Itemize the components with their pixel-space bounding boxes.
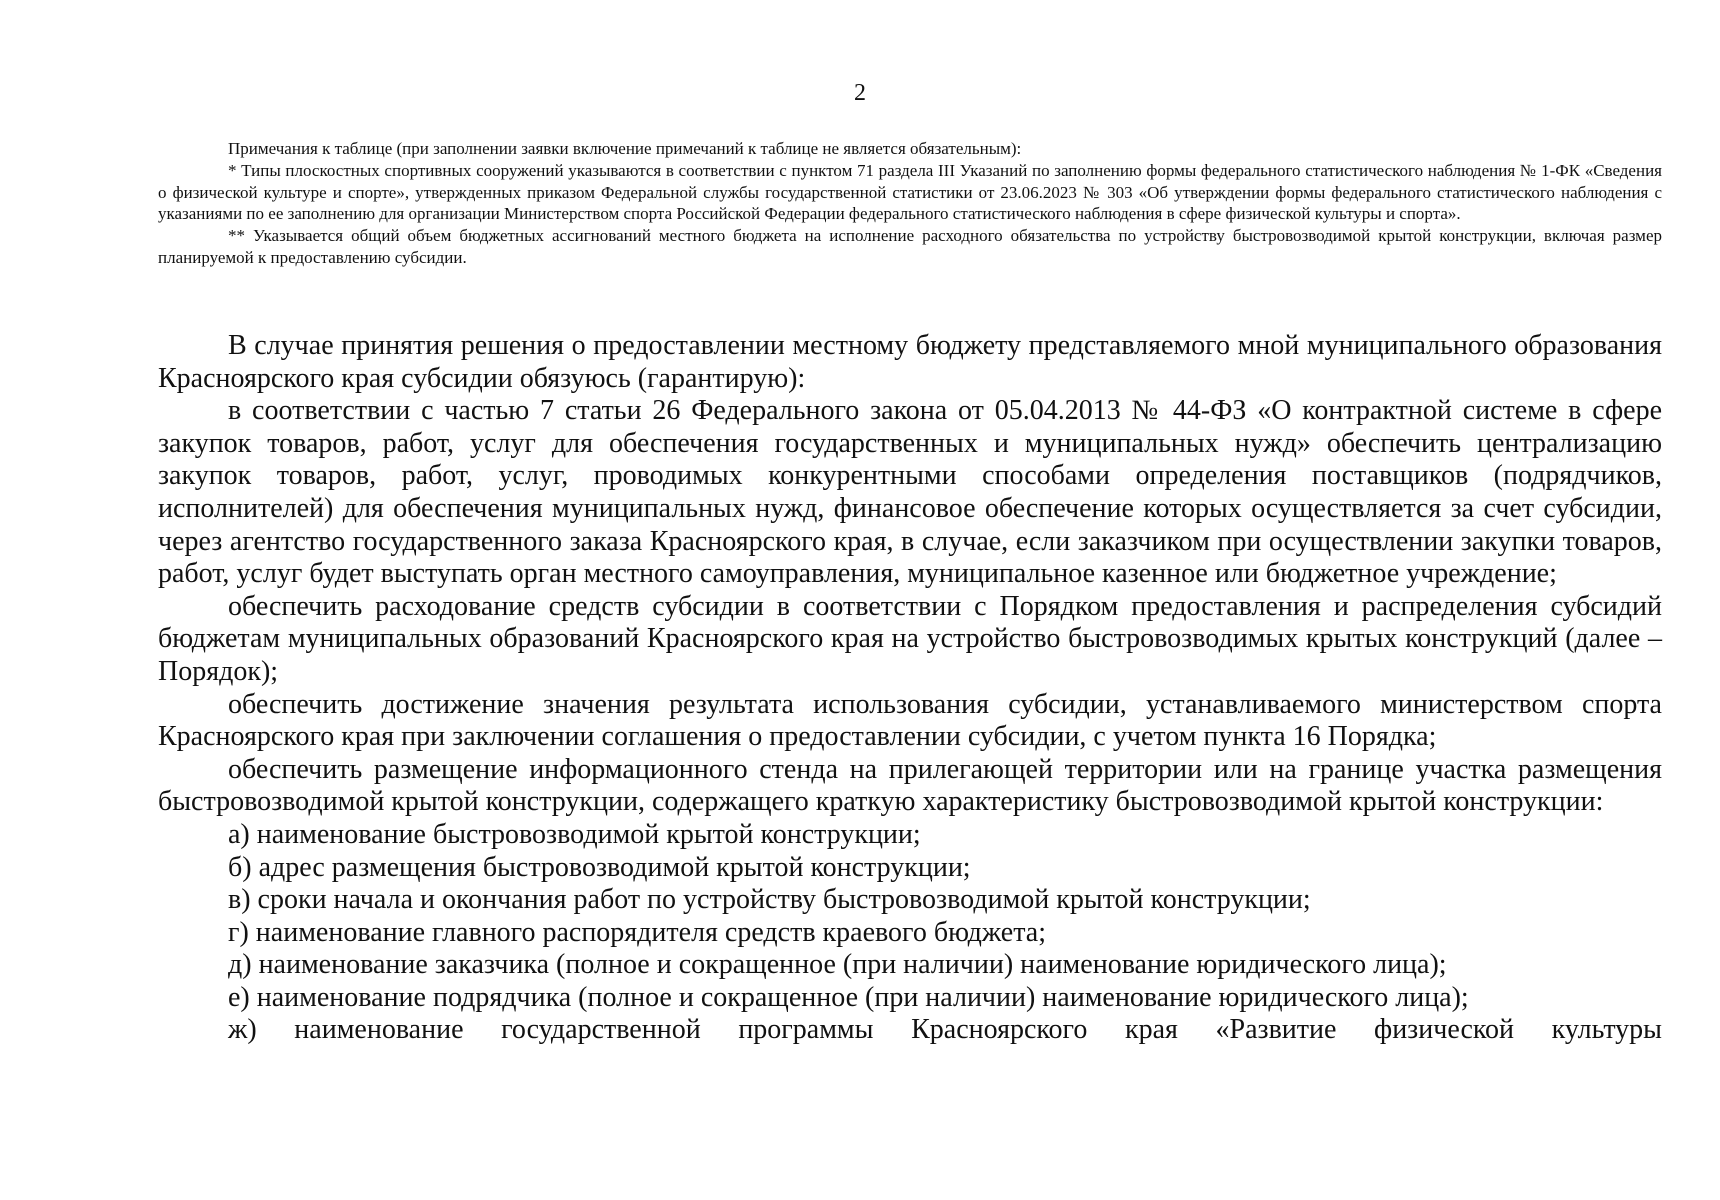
- paragraph-info-stand: обеспечить размещение информационного стенда на прилегающей территории или на границе участка размещения быстровозводимой крытой конструкции, содержащего краткую характеристику быстровозводимой крытой конструкции:: [158, 753, 1662, 818]
- notes-heading: Примечания к таблице (при заполнении заявки включение примечаний к таблице не является обязательным):: [228, 139, 1022, 158]
- list-item-zh: ж) наименование государственной программы Красноярского края «Развитие физической культуры: [228, 1014, 1662, 1046]
- list-item-v: в) сроки начала и окончания работ по устройству быстровозводимой крытой конструкции;: [228, 884, 1311, 916]
- note-item-1: * Типы плоскостных спортивных сооружений указываются в соответствии с пунктом 71 раздела III Указаний по заполнению формы федерального статистического наблюдения № 1-ФК «Сведения о физической культуре и спорте», утвержденных приказом Федеральной службы государственной статистики от 23.06.2023 № 303 «Об утверждении формы федерального статистического наблюдения с указаниями по ее заполнению для организации Министерством спорта Российской Федерации федерального статистического наблюдения в сфере физической культуры и спорта».: [158, 160, 1662, 224]
- list-item-g: г) наименование главного распорядителя средств краевого бюджета;: [228, 916, 1047, 948]
- table-notes: [158, 138, 1662, 269]
- list-item-d: д) наименование заказчика (полное и сокращенное (при наличии) наименование юридического лица);: [228, 949, 1447, 981]
- page-number: 2: [854, 80, 866, 106]
- paragraph-centralization: в соответствии с частью 7 статьи 26 Федерального закона от 05.04.2013 № 44-ФЗ «О контрактной системе в сфере закупок товаров, работ, услуг для обеспечения государственных и муниципальных нужд» обеспечить централизацию закупок товаров, работ, услуг, проводимых конкурентными способами определения поставщиков (подрядчиков, исполнителей) для обеспечения муниципальных нужд, финансовое обеспечение которых осуществляется за счет субсидии, через агентство государственного заказа Красноярского края, в случае, если заказчиком при осуществлении закупки товаров, работ, услуг будет выступать орган местного самоуправления, муниципальное казенное или бюджетное учреждение;: [158, 395, 1662, 590]
- list-item-a: а) наименование быстровозводимой крытой конструкции;: [228, 818, 921, 850]
- paragraph-spending: обеспечить расходование средств субсидии в соответствии с Порядком предоставления и распределения субсидий бюджетам муниципальных образований Красноярского края на устройство быстровозводимых крытых конструкций (далее – Порядок);: [158, 590, 1662, 687]
- list-item-e: е) наименование подрядчика (полное и сокращенное (при наличии) наименование юридического лица);: [228, 981, 1469, 1013]
- main-text: [158, 330, 1662, 1047]
- note-item-2: ** Указывается общий объем бюджетных ассигнований местного бюджета на исполнение расходного обязательства по устройству быстровозводимой крытой конструкции, включая размер планируемой к предоставлению субсидии.: [158, 226, 1662, 267]
- intro-paragraph: В случае принятия решения о предоставлении местному бюджету представляемого мной муниципального образования Красноярского края субсидии обязуюсь (гарантирую):: [158, 330, 1662, 394]
- list-item-b: б) адрес размещения быстровозводимой крытой конструкции;: [228, 851, 971, 883]
- paragraph-result: обеспечить достижение значения результата использования субсидии, устанавливаемого министерством спорта Красноярского края при заключении соглашения о предоставлении субсидии, с учетом пункта 16 Порядка;: [158, 688, 1662, 753]
